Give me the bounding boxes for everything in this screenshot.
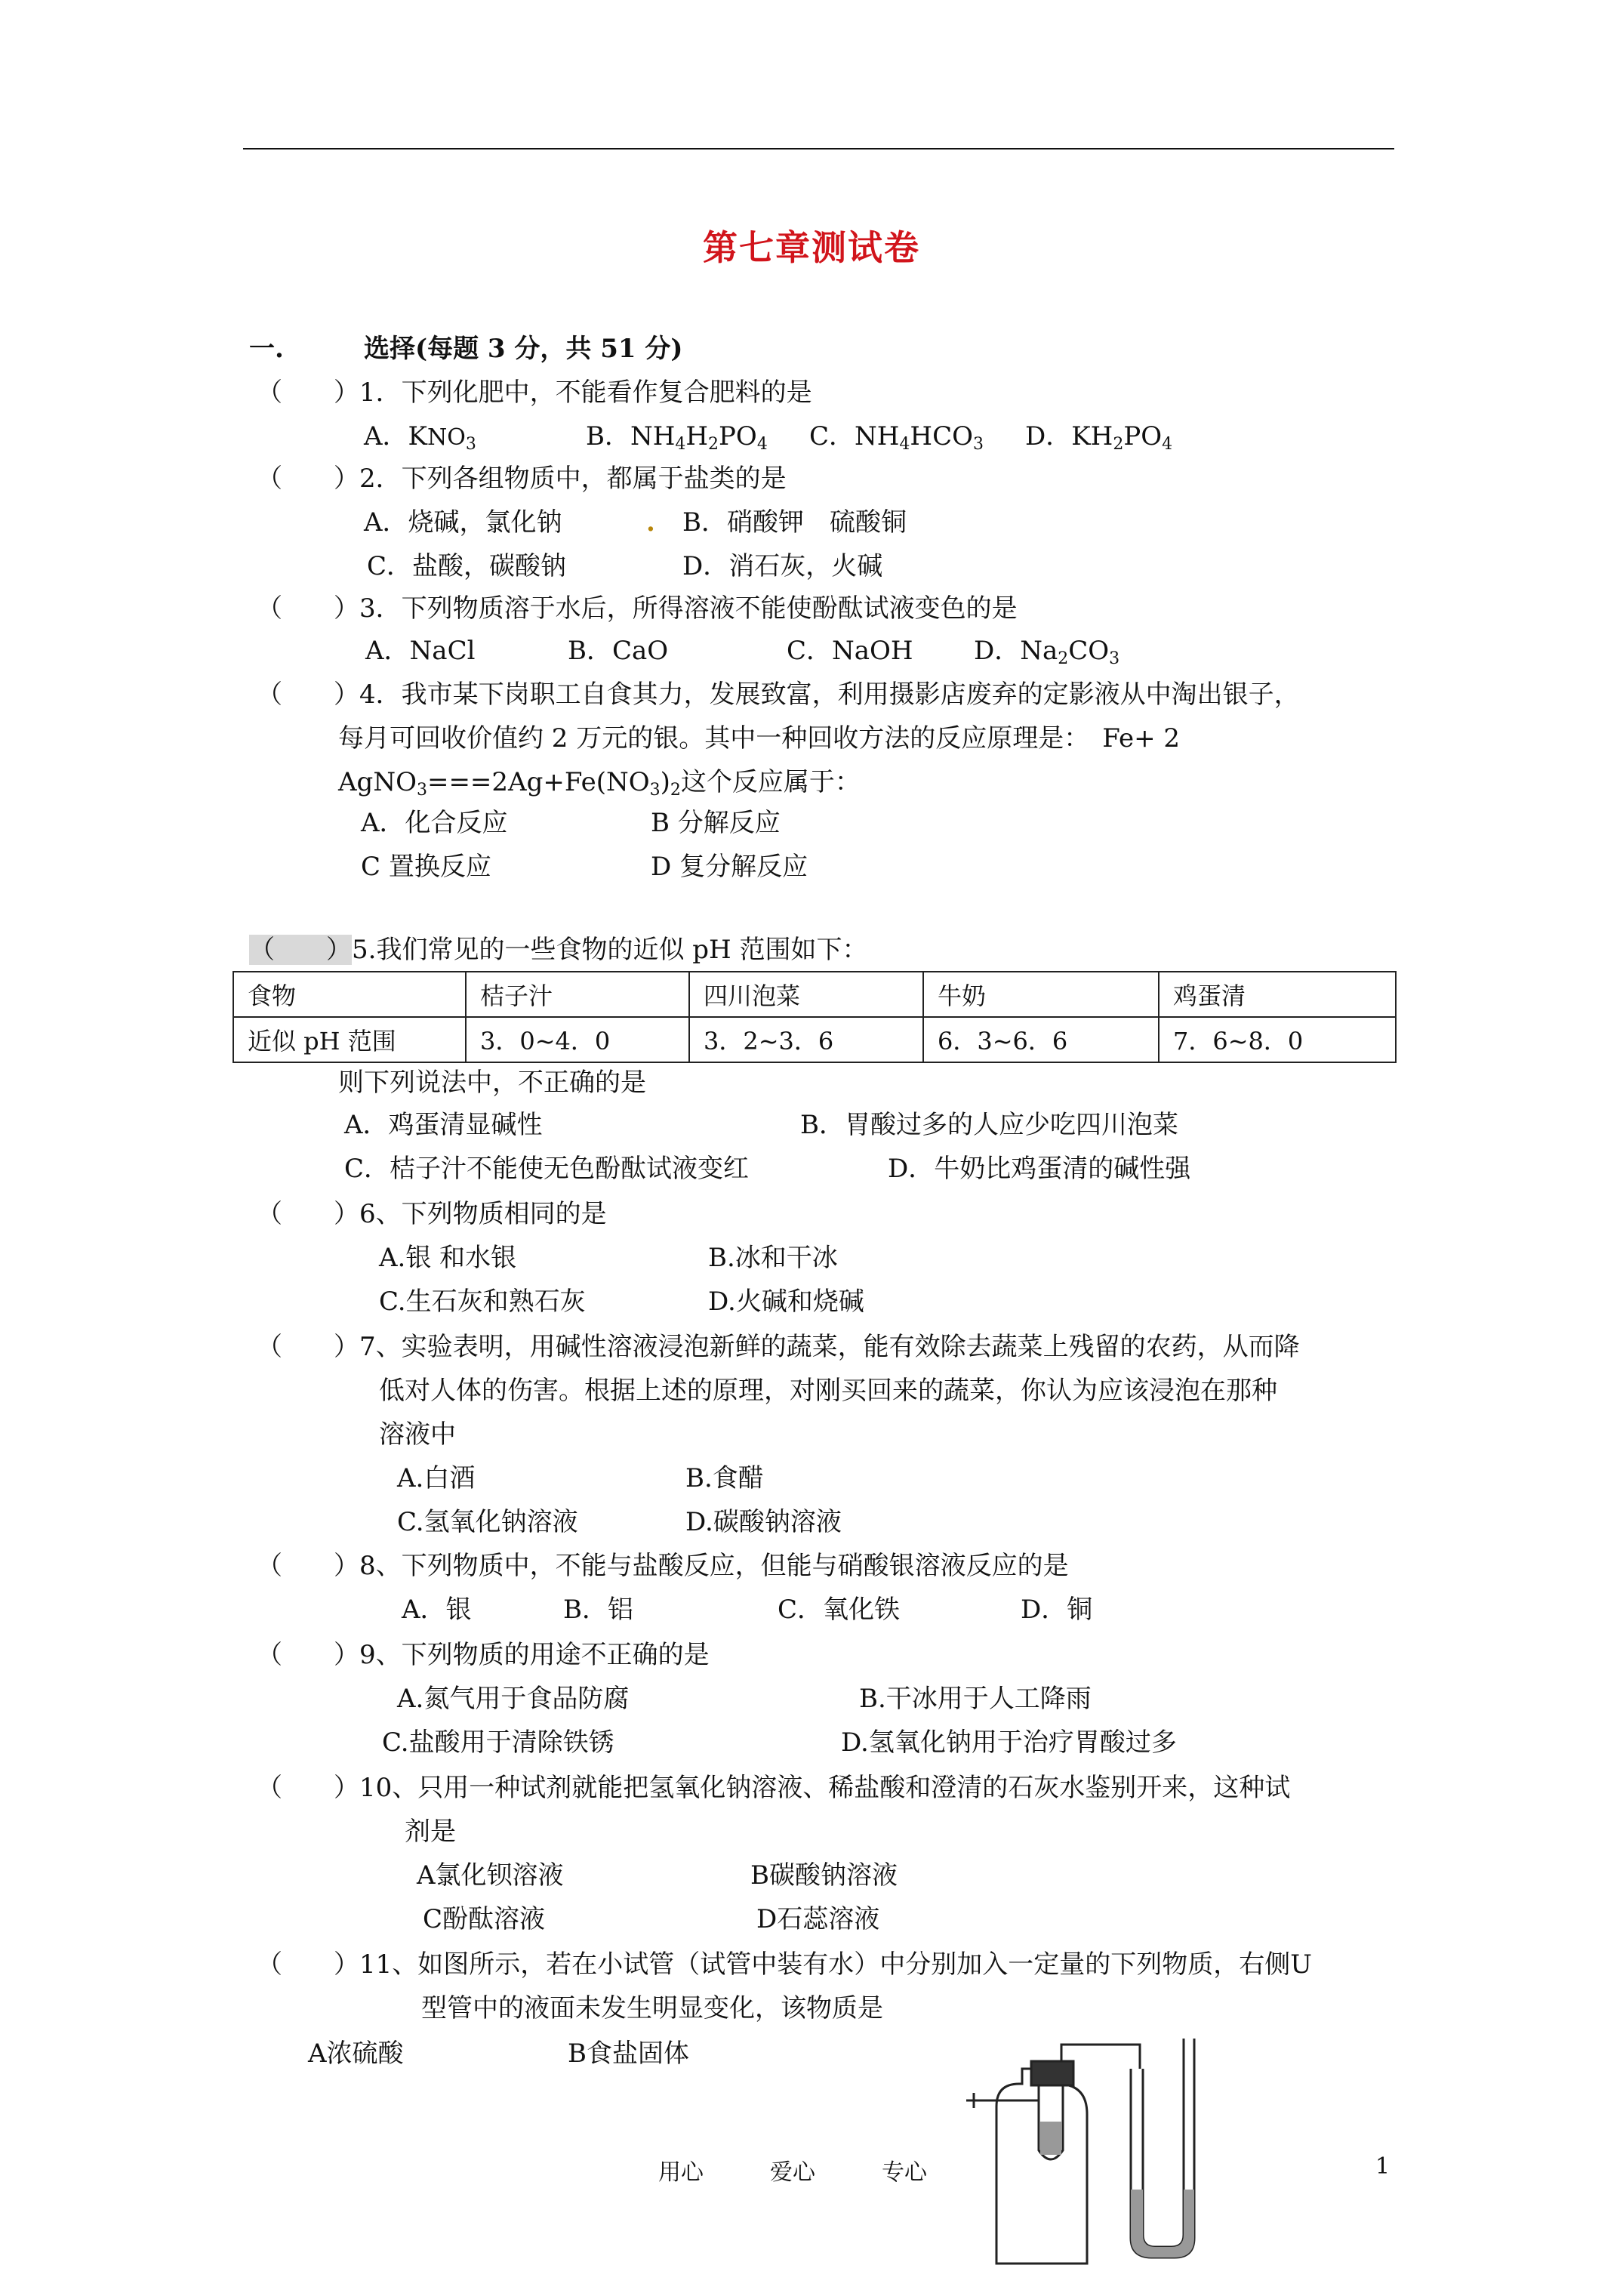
u-tube-apparatus-diagram [959,2039,1200,2280]
q10-option-d: D石蕊溶液 [756,1904,880,1934]
header-rule [243,148,1394,149]
q4-option-d: D 复分解反应 [651,852,808,882]
q11-option-a: A浓硫酸 [308,2039,404,2069]
q8-option-a: A．银 [402,1595,472,1625]
question-4: （ ）4．我市某下岗职工自食其力，发展致富，利用摄影店废弃的定影液从中淘出银子， [257,680,1300,710]
q2-option-d: D．消石灰，火碱 [682,551,883,581]
question-1: （ ）1．下列化肥中，不能看作复合肥料的是 [257,378,812,408]
q5-option-a: A．鸡蛋清显碱性 [344,1110,543,1140]
q4-option-a: A．化合反应 [361,808,508,838]
q3-option-a: A．NaCl [365,636,476,666]
q3-option-d: D．$Na_2CO_3$ [974,636,1120,668]
q3-option-c: C．NaOH [787,636,913,666]
u-tube-liquid [1131,2190,1194,2257]
table-row [233,1017,1396,1062]
q8-option-b: B．铝 [563,1595,633,1625]
question-3: （ ）3．下列物质溶于水后，所得溶液不能使酚酞试液变色的是 [257,593,1018,624]
footer-right: 专心 [882,2159,927,2186]
q1-option-a: A．$KNO_3$ [364,421,476,454]
q10-option-c: C酚酞溶液 [423,1904,546,1934]
question-11-line-2: 型管中的液面未发生明显变化，该物质是 [421,1993,883,2023]
q1-option-b: B．$NH_4H_2PO_4$ [586,421,768,454]
q10-option-a: A氯化钡溶液 [417,1860,564,1891]
table-cell: 7．6~8．0 [1159,1017,1396,1062]
question-9: （ ）9、下列物质的用途不正确的是 [257,1640,710,1670]
q11-option-b: B食盐固体 [568,2039,689,2069]
q4-option-c: C 置换反应 [361,852,491,882]
q1-option-c: C．$NH_4HCO_3$ [809,421,984,454]
tube-liquid [1040,2122,1061,2155]
q9-option-b: B.干冰用于人工降雨 [859,1684,1092,1714]
table-cell: 鸡蛋清 [1159,972,1396,1017]
question-7-line-3: 溶液中 [379,1419,456,1450]
table-cell: 四川泡菜 [689,972,923,1017]
question-5-prompt: 则下列说法中，不正确的是 [338,1068,646,1098]
q9-option-a: A.氮气用于食品防腐 [397,1684,630,1714]
section-heading: 选择(每题 3 分，共 51 分) [364,334,683,364]
q2-option-a: A．烧碱，氯化钠 [364,507,562,538]
table-cell: 3．2~3．6 [689,1017,923,1062]
q6-option-a: A.银 和水银 [379,1243,517,1273]
footer-left: 用心 [658,2159,704,2186]
q5-option-b: B．胃酸过多的人应少吃四川泡菜 [800,1110,1178,1140]
question-7-line-2: 低对人体的伤害。根据上述的原理，对刚买回来的蔬菜，你认为应该浸泡在那种 [379,1376,1277,1406]
question-4-line-2: 每月可回收价值约 2 万元的银。其中一种回收方法的反应原理是： Fe+ 2 [338,723,1181,754]
q6-option-b: B.冰和干冰 [708,1243,838,1273]
page-number: 1 [1375,2153,1390,2180]
q5-option-c: C．桔子汁不能使无色酚酞试液变红 [344,1154,750,1184]
u-tube-inner [1143,2039,1184,2247]
flask-outline [996,2069,1087,2264]
question-8: （ ）8、下列物质中，不能与盐酸反应，但能与硝酸银溶液反应的是 [257,1551,1069,1581]
table-cell: 6．3~6．6 [923,1017,1159,1062]
q2-option-b: B．硝酸钾 硫酸铜 [682,507,907,538]
q9-option-d: D.氢氧化钠用于治疗胃酸过多 [841,1727,1177,1758]
q7-option-b: B.食醋 [685,1463,764,1493]
question-6: （ ）6、下列物质相同的是 [257,1199,607,1229]
question-10-line-2: 剂是 [405,1817,456,1847]
question-7: （ ）7、实验表明，用碱性溶液浸泡新鲜的蔬菜，能有效除去蔬菜上残留的农药，从而降 [257,1332,1300,1362]
q10-option-b: B碳酸钠溶液 [750,1860,898,1891]
q5-option-d: D．牛奶比鸡蛋清的碱性强 [888,1154,1191,1184]
q1-option-d: D．$KH_2PO_4$ [1025,421,1173,454]
q4-option-b: B 分解反应 [651,808,781,838]
q6-option-d: D.火碱和烧碱 [708,1287,864,1317]
question-5: （ ）5.我们常见的一些食物的近似 pH 范围如下： [249,935,868,965]
table-row [233,972,1396,1017]
question-2: （ ）2．下列各组物质中，都属于盐类的是 [257,464,787,494]
table-cell: 牛奶 [923,972,1159,1017]
ph-table [233,971,1397,1063]
q9-option-c: C.盐酸用于清除铁锈 [382,1727,614,1758]
question-11: （ ）11、如图所示，若在小试管（试管中装有水）中分别加入一定量的下列物质，右侧U [257,1949,1312,1980]
page-title: 第七章测试卷 [703,227,920,268]
q8-option-d: D．铜 [1021,1595,1093,1625]
q8-option-c: C．氧化铁 [778,1595,901,1625]
question-4-equation: $AgNO_3===2Ag+Fe(NO_3)_2$这个反应属于： [338,767,861,800]
section-number: 一. [249,334,284,364]
stray-dot: . [646,507,655,538]
q3-option-b: B．CaO [568,636,669,666]
table-cell: 近似 pH 范围 [233,1017,466,1062]
table-cell: 食物 [233,972,466,1017]
q2-option-c: C．盐酸，碳酸钠 [367,551,567,581]
question-10: （ ）10、只用一种试剂就能把氢氧化钠溶液、稀盐酸和澄清的石灰水鉴别开来，这种试 [257,1773,1291,1803]
q6-option-c: C.生石灰和熟石灰 [379,1287,586,1317]
q7-option-a: A.白酒 [397,1463,476,1493]
q7-option-d: D.碳酸钠溶液 [685,1507,842,1537]
footer-mid: 爱心 [770,2159,815,2186]
table-cell: 桔子汁 [466,972,689,1017]
stopper [1031,2061,1073,2085]
q7-option-c: C.氢氧化钠溶液 [397,1507,578,1537]
table-cell: 3．0~4．0 [466,1017,689,1062]
